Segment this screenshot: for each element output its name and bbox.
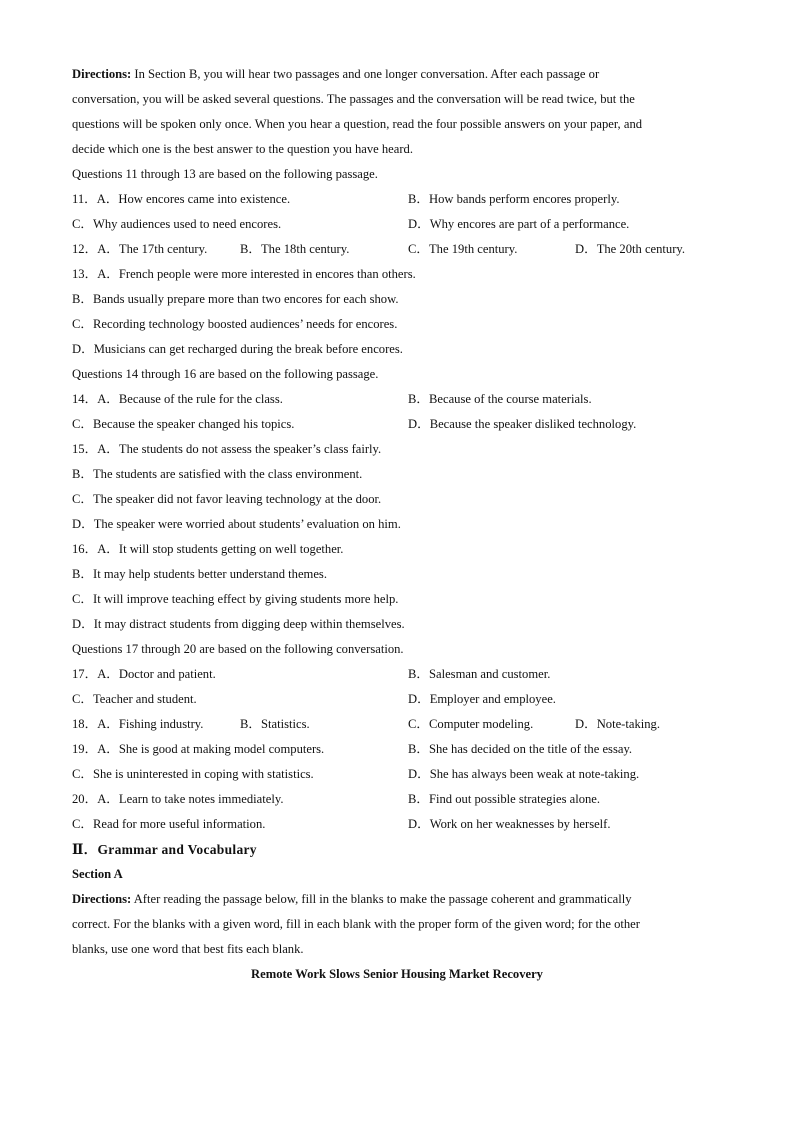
question-13-option-a: 13．A．French people were more interested in encores than others. bbox=[72, 267, 416, 281]
question-14-option-c: C．Because the speaker changed his topics. bbox=[72, 417, 295, 431]
question-17-option-d: D．Employer and employee. bbox=[408, 692, 556, 706]
question-17-option-b: B．Salesman and customer. bbox=[408, 667, 551, 681]
question-20-option-a: 20．A．Learn to take notes immediately. bbox=[72, 792, 284, 806]
directions-label: Directions: bbox=[72, 892, 132, 906]
question-18-option-a: 18．A．Fishing industry. bbox=[72, 717, 204, 731]
directions-section-a bbox=[72, 887, 722, 962]
directions-text-line: In Section B, you will hear two passages and one longer conversation. After each passage or bbox=[131, 67, 600, 81]
question-18-option-b: B．Statistics. bbox=[240, 717, 310, 731]
question-14-row-2 bbox=[72, 412, 722, 437]
question-12-row bbox=[72, 237, 722, 262]
directions-text-line: blanks, use one word that best fits each blank. bbox=[72, 942, 304, 956]
question-11-option-a: 11．A．How encores came into existence. bbox=[72, 192, 291, 206]
question-16-option-b: B．It may help students better understand themes. bbox=[72, 567, 327, 581]
question-14-row-1 bbox=[72, 387, 722, 412]
question-18-option-c: C．Computer modeling. bbox=[408, 717, 534, 731]
exam-page bbox=[72, 62, 722, 987]
directions-label: Directions: bbox=[72, 67, 132, 81]
question-17-option-a: 17．A．Doctor and patient. bbox=[72, 667, 216, 681]
question-12-option-b: B．The 18th century. bbox=[240, 242, 350, 256]
question-20-row-1 bbox=[72, 787, 722, 812]
directions-text-line: questions will be spoken only once. When you hear a question, read the four possible answers on your paper, and bbox=[72, 117, 643, 131]
question-19-row-1 bbox=[72, 737, 722, 762]
directions-text-line: conversation, you will be asked several questions. The passages and the conversation will be read twice, but the bbox=[72, 92, 635, 106]
question-20-option-c: C．Read for more useful information. bbox=[72, 817, 266, 831]
directions-text-line: decide which one is the best answer to the question you have heard. bbox=[72, 142, 413, 156]
question-11-row-2 bbox=[72, 212, 722, 237]
question-13-option-b: B．Bands usually prepare more than two encores for each show. bbox=[72, 292, 399, 306]
question-11-option-d: D．Why encores are part of a performance. bbox=[408, 217, 630, 231]
question-11-option-b: B．How bands perform encores properly. bbox=[408, 192, 620, 206]
question-14-option-a: 14．A．Because of the rule for the class. bbox=[72, 392, 283, 406]
question-20-option-b: B．Find out possible strategies alone. bbox=[408, 792, 601, 806]
question-14-option-d: D．Because the speaker disliked technology. bbox=[408, 417, 637, 431]
question-12-option-c: C．The 19th century. bbox=[408, 242, 518, 256]
question-13-option-c: C．Recording technology boosted audiences’ needs for encores. bbox=[72, 317, 398, 331]
passage-title: Remote Work Slows Senior Housing Market Recovery bbox=[251, 967, 543, 981]
question-18-row bbox=[72, 712, 722, 737]
question-12-option-a: 12．A．The 17th century. bbox=[72, 242, 208, 256]
section-heading: Section A bbox=[72, 867, 123, 881]
question-17-row-2 bbox=[72, 687, 722, 712]
question-18-option-d: D．Note-taking. bbox=[575, 717, 660, 731]
question-11-row-1 bbox=[72, 187, 722, 212]
question-17-option-c: C．Teacher and student. bbox=[72, 692, 197, 706]
question-15-option-a: 15．A．The students do not assess the speaker’s class fairly. bbox=[72, 442, 382, 456]
question-16-option-d: D．It may distract students from digging deep within themselves. bbox=[72, 617, 405, 631]
question-16-option-a: 16．A．It will stop students getting on well together. bbox=[72, 542, 344, 556]
question-14-option-b: B．Because of the course materials. bbox=[408, 392, 592, 406]
question-group-intro: Questions 11 through 13 are based on the following passage. bbox=[72, 167, 378, 181]
question-15-option-d: D．The speaker were worried about students’ evaluation on him. bbox=[72, 517, 401, 531]
question-17-row-1 bbox=[72, 662, 722, 687]
question-group-intro: Questions 17 through 20 are based on the following conversation. bbox=[72, 642, 404, 656]
question-15-option-b: B．The students are satisfied with the class environment. bbox=[72, 467, 363, 481]
question-group-intro: Questions 14 through 16 are based on the following passage. bbox=[72, 367, 379, 381]
directions-text-line: correct. For the blanks with a given word, fill in each blank with the proper form of the given word; for the other bbox=[72, 917, 640, 931]
question-19-option-a: 19．A．She is good at making model computers. bbox=[72, 742, 325, 756]
directions-text-line: After reading the passage below, fill in the blanks to make the passage coherent and grammatically bbox=[131, 892, 632, 906]
question-11-option-c: C．Why audiences used to need encores. bbox=[72, 217, 282, 231]
question-19-option-b: B．She has decided on the title of the essay. bbox=[408, 742, 633, 756]
part-heading: Ⅱ．Grammar and Vocabulary bbox=[72, 842, 257, 857]
question-16-option-c: C．It will improve teaching effect by giving students more help. bbox=[72, 592, 399, 606]
question-13-option-d: D．Musicians can get recharged during the break before encores. bbox=[72, 342, 403, 356]
question-19-option-d: D．She has always been weak at note-taking. bbox=[408, 767, 640, 781]
question-20-option-d: D．Work on her weaknesses by herself. bbox=[408, 817, 611, 831]
question-20-row-2 bbox=[72, 812, 722, 837]
question-19-option-c: C．She is uninterested in coping with statistics. bbox=[72, 767, 314, 781]
question-15-option-c: C．The speaker did not favor leaving technology at the door. bbox=[72, 492, 382, 506]
directions-section-b bbox=[72, 62, 722, 162]
question-12-option-d: D．The 20th century. bbox=[575, 242, 686, 256]
question-19-row-2 bbox=[72, 762, 722, 787]
